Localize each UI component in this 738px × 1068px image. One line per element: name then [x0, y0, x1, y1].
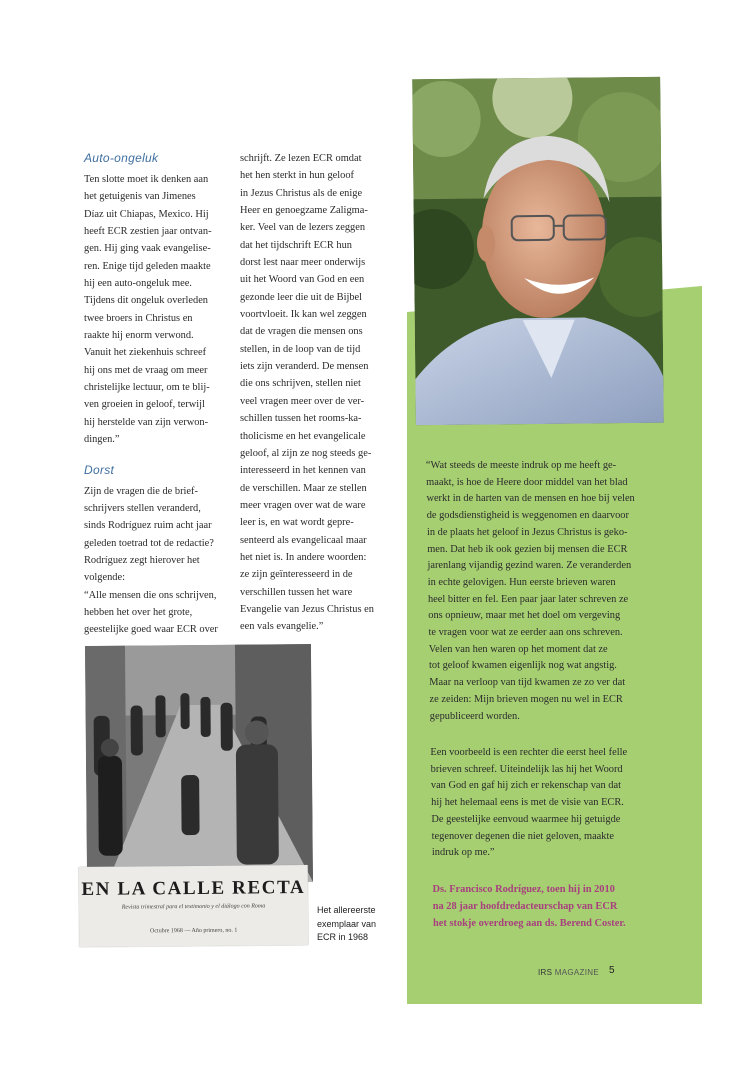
article-line: leer is, en wat wordt gepre- [240, 517, 354, 529]
article-line: schrijft. Ze lezen ECR omdat [240, 153, 362, 164]
article-line: volgende: [84, 572, 125, 584]
heading-dorst: Dorst [84, 462, 115, 477]
article-line: sinds Rodríguez ruim acht jaar [84, 520, 212, 532]
article-line: iets zijn veranderd. De mensen [240, 361, 369, 373]
quote-line: indruk op me.” [431, 847, 495, 859]
quote-line: werkt in de harten van de mensen en hoe bij velen [426, 493, 635, 505]
quote-line: tot geloof kwamen eigenlijk nog wat angstig. [429, 660, 617, 672]
article-line: Díaz uit Chiapas, Mexico. Hij [84, 208, 209, 220]
article-line: in Jezus Christus als de enige [240, 187, 363, 199]
article-line: hebben het over het grote, [84, 606, 193, 618]
article-line: Zijn de vragen die de brief- [84, 485, 198, 497]
photo-caption [317, 904, 397, 945]
newspaper-masthead [79, 865, 309, 947]
quote-line: heel bitter en fel. Een paar jaar later schreven ze [427, 593, 629, 605]
article-line: hij herstelde van zijn verwon- [84, 416, 209, 428]
quote-line: van God en gaf hij zich er rekenschap van dat [430, 780, 622, 792]
article-line: meer vragen over wat de ware [240, 499, 366, 511]
article-line: ker. Veel van de lezers zeggen [240, 222, 366, 234]
quote-signature-line: na 28 jaar hoofdredacteurschap van ECR [432, 901, 618, 912]
article-line: twee broers in Christus en [84, 312, 193, 324]
article-line: geloof, al zijn ze nog steeds ge- [240, 447, 372, 459]
quote-line: in de plaats het geloof in Jezus Christus is geko- [426, 526, 628, 538]
article-line: dat het tijdschrift ECR hun [240, 239, 352, 251]
article-line: Ten slotte moet ik denken aan [84, 174, 209, 185]
footer-magazine: MAGAZINE [554, 968, 599, 977]
quote-line: Maar na verloop van tijd kwamen ze zo ver dat [429, 677, 626, 689]
article-line: raakte hij enorm verwond. [84, 330, 194, 342]
article-line: uit het Woord van God en een [240, 274, 365, 286]
heading-auto-ongeluk: Auto-ongeluk [84, 151, 159, 165]
article-line: ren. Enige tijd geleden maakte [84, 260, 211, 272]
quote-line: de godsdienstigheid is weggenomen en daarvoor [426, 510, 629, 522]
caption-line: Het allereerste [317, 905, 376, 915]
quote-line: maakt, is hoe de Heere door middel van het blad [426, 476, 628, 488]
article-line: geestelijke goed waar ECR over [84, 624, 218, 636]
article-line: het hen sterkt in hun geloof [240, 170, 354, 182]
magazine-footer [538, 968, 599, 977]
article-line: Heer en genoegzame Zaligma- [240, 205, 368, 217]
article-line: schillen tussen het rooms-ka- [240, 413, 362, 425]
article-line: Vanuit het ziekenhuis schreef [84, 347, 207, 359]
page-number: 5 [609, 965, 615, 976]
article-line: hij een auto-ongeluk mee. [84, 278, 192, 290]
street-scene-photo [85, 644, 313, 884]
article-line: hij ons met de vraag om meer [84, 364, 208, 376]
footer-brand: IRS [538, 968, 553, 977]
article-line: voortvloeit. Ik kan wel zeggen [240, 309, 367, 321]
quote-line: ze zeiden: Mijn brieven mogen nu wel in ECR [429, 693, 623, 705]
article-line: senteerd als evangelicaal maar [240, 534, 367, 546]
quote-signature-line: Ds. Francisco Rodríguez, toen hij in 2010 [432, 884, 615, 895]
article-line: dingen.” [84, 434, 120, 446]
article-line: gezonde leer die uit de Bijbel [240, 291, 363, 303]
article-line: gen. Hij ging vaak evangelise- [84, 243, 211, 255]
article-line: christelijke lectuur, om te blij- [84, 382, 210, 394]
portrait-photo-francisco-rodriguez [412, 77, 664, 426]
quote-line: Een voorbeeld is een rechter die eerst heel felle [430, 747, 628, 758]
quote-line: “Wat steeds de meeste indruk op me heeft ge- [425, 460, 617, 471]
article-line: stellen, in de loop van de tijd [240, 343, 361, 355]
quote-line: De geestelijke eenvoud waarmee hij getuigde [431, 813, 621, 825]
article-line: dat de vragen die mensen ons [240, 326, 363, 338]
article-line: Tijdens dit ongeluk overleden [84, 295, 209, 307]
article-column-left [84, 150, 234, 639]
article-line: ven groeien in geloof, terwijl [84, 399, 205, 411]
newspaper-date-line: Octubre 1968 — Año primero, no. 1 [150, 927, 238, 935]
article-line: schrijvers stellen veranderd, [84, 502, 201, 514]
quote-line: Velen van hen waren op het moment dat ze [428, 643, 608, 655]
caption-line: ECR in 1968 [317, 932, 369, 942]
article-line: veel vragen meer over de ver- [240, 395, 365, 407]
quote-line: hij het helemaal eens is met de visie van ECR. [431, 797, 624, 809]
article-line: tholicisme en het evangelicale [240, 430, 366, 442]
article-line: interesseerd in het kennen van [240, 465, 366, 477]
quote-line: ons opnieuw, maar met het doel om vergeving [428, 610, 621, 622]
article-line: een vals evangelie.” [240, 621, 324, 633]
article-line: ze zijn geïnteresseerd in de [240, 569, 353, 581]
article-line: geleden toetrad tot de redactie? [84, 537, 214, 549]
quote-signature-line: het stokje overdroeg aan ds. Berend Coster. [433, 918, 626, 929]
article-line: het getuigenis van Jimenes [84, 191, 196, 203]
quote-line: brieven schreef. Uiteindelijk las hij het Woord [430, 763, 623, 775]
quote-line: te vragen voor wat ze eerder aan ons schreven. [428, 627, 623, 638]
article-line: “Alle mensen die ons schrijven, [84, 589, 217, 601]
article-line: Evangelie van Jezus Christus en [240, 603, 374, 615]
article-line: het niet is. In andere woorden: [240, 551, 367, 563]
article-line: die ons schrijven, stellen niet [240, 378, 361, 390]
caption-line: exemplaar van [317, 918, 377, 929]
quote-line: men. Dat heb ik ook gezien bij mensen die ECR [427, 543, 628, 555]
article-line: Rodríguez zegt hierover het [84, 554, 200, 566]
article-line: dorst lest naar meer onderwijs [240, 257, 366, 269]
article-line: heeft ECR zestien jaar ontvan- [84, 226, 212, 238]
quote-line: in echte gelovigen. Hun eerste brieven waren [427, 576, 616, 588]
article-column-middle [240, 150, 390, 636]
quote-line: jarenlang vijandig gezind waren. Ze veranderden [427, 560, 632, 572]
quote-line: gepubliceerd worden. [429, 710, 520, 722]
article-line: de verschillen. Maar ze stellen [240, 482, 367, 494]
newspaper-title: EN LA CALLE RECTA [81, 877, 306, 900]
article-line: verschillen tussen het ware [240, 586, 353, 598]
newspaper-subtitle: Revista trimestral para el testimonio y el diálogo con Roma [121, 903, 266, 911]
quote-line: tegenover degenen die niet geloven, maakte [431, 830, 614, 842]
